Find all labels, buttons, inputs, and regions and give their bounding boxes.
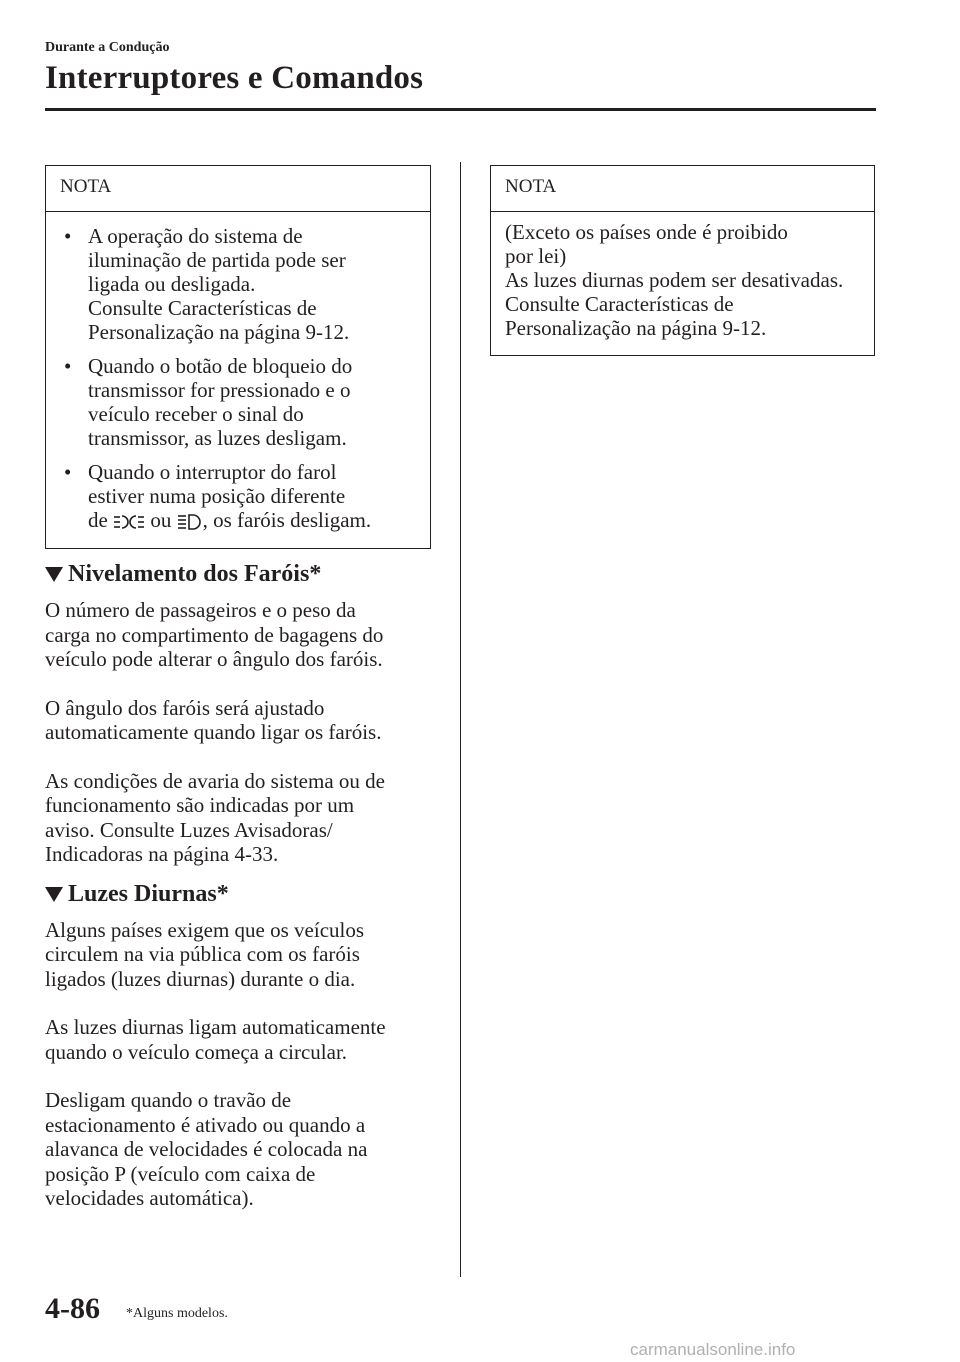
text-line: As luzes diurnas ligam automaticamente [45, 1015, 386, 1039]
note-line: por lei) [505, 244, 567, 268]
text-line: O número de passageiros e o peso da [45, 598, 356, 622]
section-heading-text: Nivelamento dos Faróis* [68, 561, 322, 587]
note-bullet [64, 460, 422, 536]
note-line: (Exceto os países onde é proibido [505, 220, 788, 244]
note-body [46, 212, 430, 536]
text-line: O ângulo dos faróis será ajustado [45, 695, 325, 720]
note-line-with-icons [88, 508, 422, 536]
paragraph [45, 1088, 435, 1211]
note-body [491, 212, 874, 340]
column-divider [460, 162, 461, 1277]
triangle-down-icon [45, 567, 63, 582]
note-line: Consulte Características de [505, 292, 734, 316]
note-box-left [45, 165, 431, 549]
text-line: As condições de avaria do sistema ou de [45, 768, 385, 793]
text-line: Alguns países exigem que os veículos [45, 917, 365, 942]
page-number: 4-86 [45, 1292, 100, 1325]
note-text: ou [150, 508, 172, 532]
text-line: Indicadoras na página 4-33. [45, 842, 279, 866]
section-heading [45, 881, 435, 908]
paragraph [45, 598, 435, 672]
text-line: alavanca de velocidades é colocada na [45, 1137, 368, 1161]
note-text: , os faróis desligam. [202, 508, 372, 532]
text-line: carga no compartimento de bagagens do [45, 622, 384, 647]
note-line: A operação do sistema de [88, 224, 303, 248]
watermark: carmanualsonline.info [630, 1340, 796, 1359]
parking-light-icon [113, 512, 145, 536]
note-line: transmissor for pressionado e o [88, 378, 351, 402]
note-line: transmissor, as luzes desligam. [88, 426, 347, 450]
paragraph [45, 696, 435, 745]
note-line: Quando o interruptor do farol [88, 460, 337, 484]
section-label: Durante a Condução [45, 40, 170, 55]
title-rule [45, 108, 876, 111]
note-text: de [88, 508, 108, 532]
headlight-icon [177, 512, 203, 536]
note-label: NOTA [46, 166, 430, 212]
note-label: NOTA [491, 166, 874, 212]
text-line: automaticamente quando ligar os faróis. [45, 720, 382, 744]
text-line: veículo pode alterar o ângulo dos faróis. [45, 647, 383, 671]
text-line: Desligam quando o travão de [45, 1088, 292, 1112]
section-heading [45, 561, 435, 588]
text-line: aviso. Consulte Luzes Avisadoras/ [45, 817, 333, 842]
note-line: veículo receber o sinal do [88, 402, 304, 426]
note-line: Personalização na página 9-12. [505, 316, 767, 340]
note-box-right [490, 165, 875, 356]
text-line: ligados (luzes diurnas) durante o dia. [45, 966, 356, 991]
note-line: ligada ou desligada. [88, 272, 256, 296]
paragraph [45, 769, 435, 867]
text-line: funcionamento são indicadas por um [45, 793, 355, 817]
note-line: Consulte Características de [88, 296, 317, 320]
text-line: circulem na via pública com os faróis [45, 942, 360, 966]
note-line: Personalização na página 9-12. [88, 320, 350, 344]
bullet-icon: • [64, 460, 72, 484]
note-line: As luzes diurnas podem ser desativadas. [505, 268, 844, 292]
note-line: Quando o botão de bloqueio do [88, 354, 353, 378]
section-heading-text: Luzes Diurnas* [68, 880, 229, 907]
note-line: iluminação de partida pode ser [88, 248, 346, 272]
paragraph [45, 1015, 435, 1064]
footnote: *Alguns modelos. [126, 1306, 228, 1321]
bullet-icon: • [64, 354, 72, 378]
triangle-down-icon [45, 887, 63, 902]
note-bullet [64, 224, 422, 344]
text-line: quando o veículo começa a circular. [45, 1039, 348, 1064]
bullet-icon: • [64, 224, 72, 248]
text-line: estacionamento é ativado ou quando a [45, 1112, 366, 1137]
paragraph [45, 918, 435, 992]
text-line: posição P (veículo com caixa de [45, 1161, 316, 1186]
note-bullet [64, 354, 422, 450]
page-title: Interruptores e Comandos [45, 60, 424, 96]
note-line: estiver numa posição diferente [88, 484, 346, 508]
left-column [45, 561, 435, 1235]
text-line: velocidades automática). [45, 1186, 254, 1210]
